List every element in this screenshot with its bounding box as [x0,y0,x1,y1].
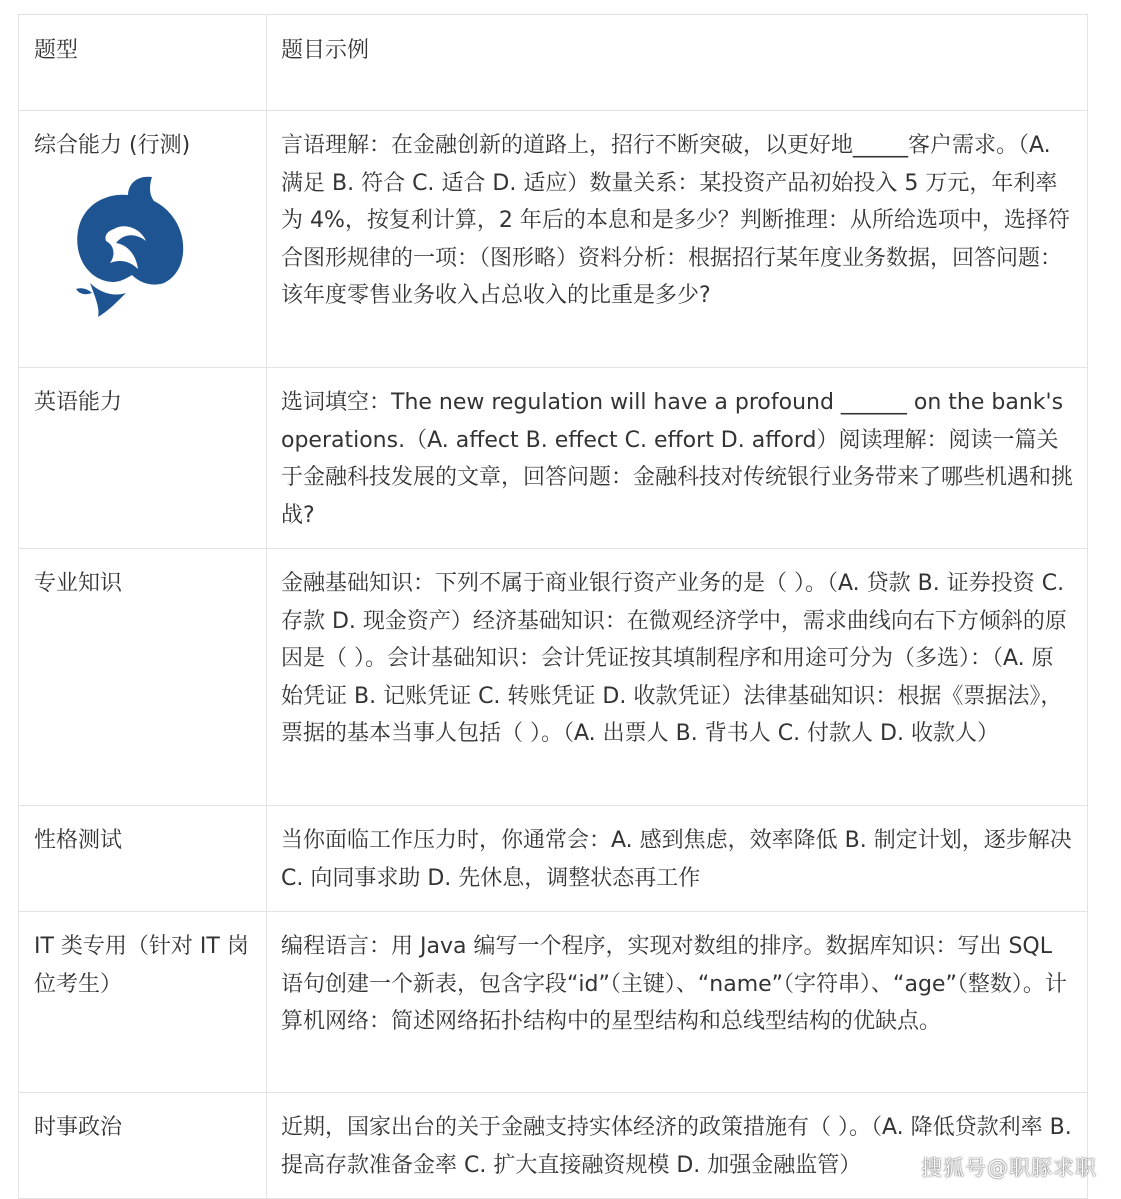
example-cell: 金融基础知识：下列不属于商业银行资产业务的是（ ）。（A. 贷款 B. 证券投资 C. 存款 D. 现金资产）经济基础知识：在微观经济学中，需求曲线向右下方倾斜的原因是（ ）。会计基础知识：会计凭证按其填制程序和用途可分为（多选）：（A. 原始凭证 B. 记账凭证 C. 转账凭证 D. 收款凭证）法律基础知识：根据《票据法》，票据的基本当事人包括（ ）。（A. 出票人 B. 背书人 C. 付款人 D. 收款人） [267,549,1088,806]
example-cell: 近期，国家出台的关于金融支持实体经济的政策措施有（ ）。（A. 降低贷款利率 B. 提高存款准备金率 C. 扩大直接融资规模 D. 加强金融监管） [267,1093,1088,1199]
dolphin-logo-icon [70,171,188,321]
table-row [19,549,1088,806]
example-cell: 言语理解：在金融创新的道路上，招行不断突破，以更好地_____客户需求。（A. 满足 B. 符合 C. 适合 D. 适应）数量关系：某投资产品初始投入 5 万元，年利率为 4%，按复利计算，2 年后的本息和是多少？判断推理：从所给选项中，选择符合图形规律的一项：（图形略）资料分析：根据招行某年度业务数据，回答问题：该年度零售业务收入占总收入的比重是多少? [267,111,1088,368]
type-cell: 专业知识 [19,549,267,806]
type-cell: IT 类专用（针对 IT 岗位考生） [19,912,267,1093]
type-label: 综合能力 (行测) [34,133,191,158]
watermark-text: 搜狐号@职豚求职 [921,1156,1097,1180]
type-cell: 英语能力 [19,368,267,549]
table-row [19,368,1088,549]
example-cell: 当你面临工作压力时，你通常会：A. 感到焦虑，效率降低 B. 制定计划，逐步解决 C. 向同事求助 D. 先休息，调整状态再工作 [267,806,1088,912]
type-cell [19,111,267,368]
header-type-cell: 题型 [19,15,267,111]
table-row [19,1093,1088,1199]
table-row [19,806,1088,912]
table-row [19,912,1088,1093]
header-example-cell: 题目示例 [267,15,1088,111]
type-cell: 时事政治 [19,1093,267,1199]
example-cell: 选词填空：The new regulation will have a profound ______ on the bank's operations.（A. affect B. effect C. effort D. afford）阅读理解：阅读一篇关于金融科技发展的文章，回答问题：金融科技对传统银行业务带来了哪些机遇和挑战? [267,368,1088,549]
type-cell: 性格测试 [19,806,267,912]
example-cell: 编程语言：用 Java 编写一个程序，实现对数组的排序。数据库知识：写出 SQL 语句创建一个新表，包含字段“id”（主键）、“name”（字符串）、“age”（整数）。计算机网络：简述网络拓扑结构中的星型结构和总线型结构的优缺点。 [267,912,1088,1093]
table-header-row [19,15,1088,111]
table-row [19,111,1088,368]
exam-question-table [18,14,1088,1199]
